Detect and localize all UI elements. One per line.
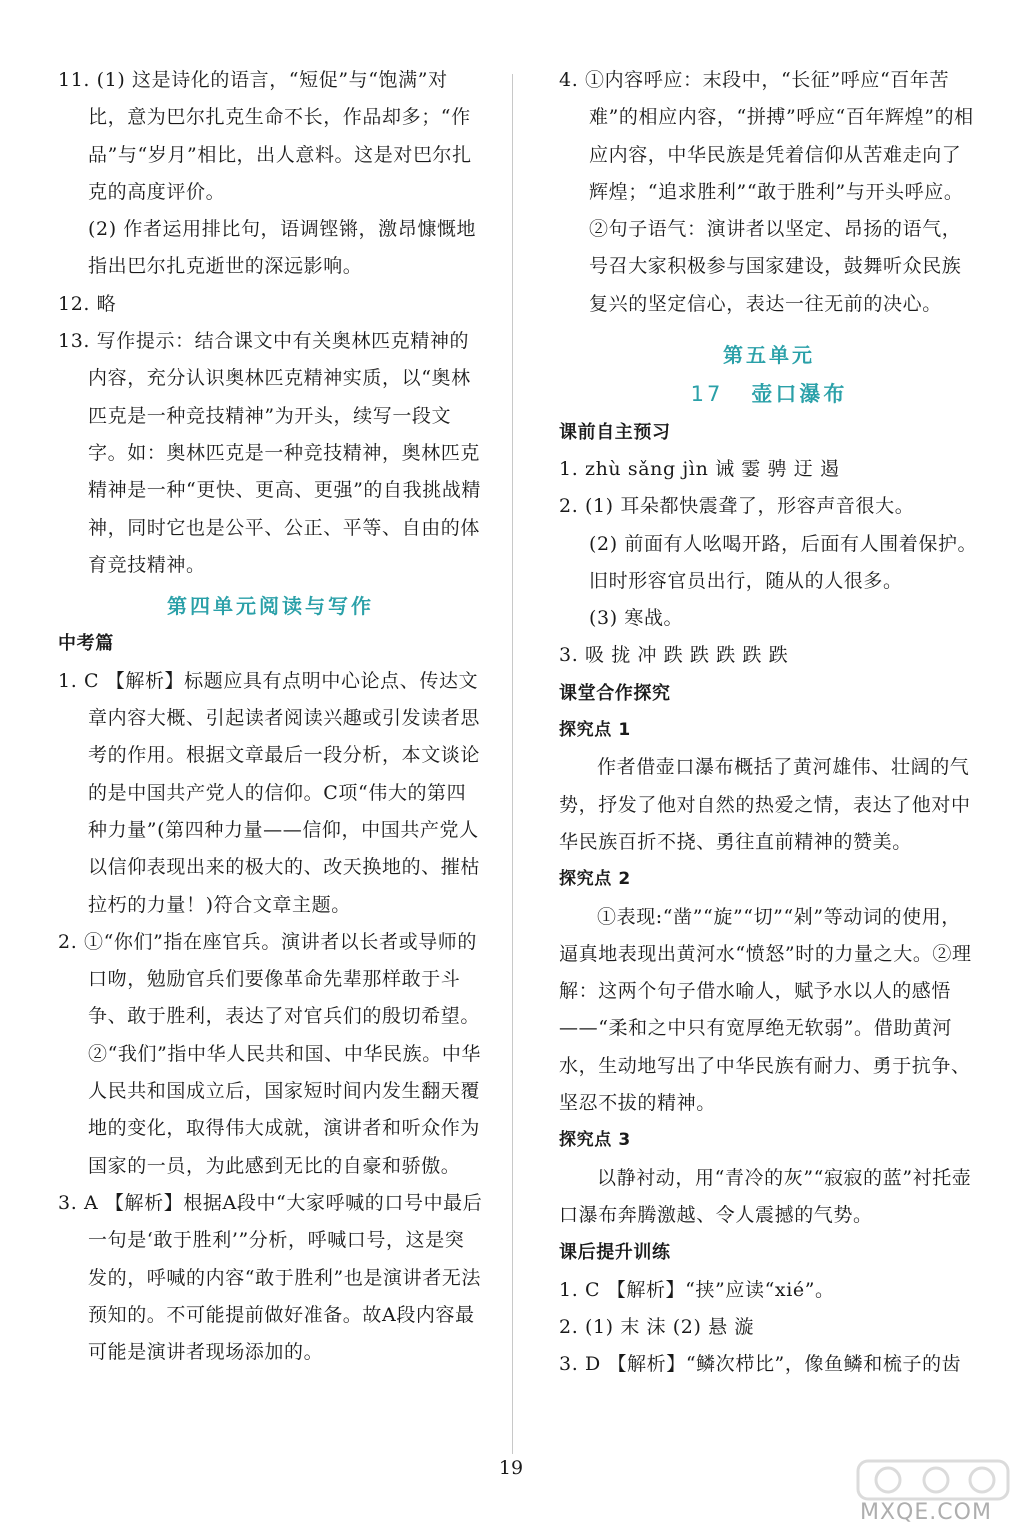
column-divider — [512, 74, 513, 1454]
zhongkao-heading: 中考篇 — [58, 633, 114, 655]
answer-13: 13. 写作提示：结合课文中有关奥林匹克精神的内容，充分认识奥林匹克精神实质，以“奥林匹克是一种竞技精神”为开头，续写一段文字。如：奥林匹克是一种竞技精神，奥林匹克精神是一种“更快、更高、更强”的自我挑战精神，同时它也是公平、公正、平等、自由的体育竞技精神。 — [58, 330, 482, 576]
coop-heading: 课堂合作探究 — [559, 682, 671, 704]
lesson-name: 壶口瀑布 — [751, 382, 848, 407]
unit5-title: 第五单元 — [723, 343, 815, 368]
left-column — [58, 62, 483, 1371]
answer-11-part2: (2) 作者运用排比句，语调铿锵，激昂慷慨地指出巴尔扎克逝世的深远影响。 — [88, 218, 477, 278]
explore-point-3: 以静衬动，用“青冷的灰”“寂寂的蓝”衬托壶口瀑布奔腾激越、令人震撼的气势。 — [559, 1166, 972, 1226]
explore-point-2-heading: 探究点 2 — [559, 869, 631, 890]
after-class-heading: 课后提升训练 — [559, 1242, 671, 1264]
page-number: 19 — [498, 1457, 524, 1479]
preview-answer-2-3: (3) 寒战。 — [589, 607, 684, 630]
answer-12: 12. 略 — [58, 292, 117, 315]
zhongkao-answer-2: 2. ①“你们”指在座官兵。演讲者以长者或导师的口吻，勉励官兵们要像革命先辈那样敢于斗争、敢于胜利，表达了对官兵们的殷切希望。②“我们”指中华人民共和国、中华民族。中华人民共和国成立后，国家短时间内发生翻天覆地的变化，取得伟大成就，演讲者和听众作为国家的一员，为此感到无比的自豪和骄傲。 — [58, 930, 482, 1177]
unit4-title: 第四单元阅读与写作 — [167, 594, 374, 619]
explore-point-1-heading: 探究点 1 — [559, 720, 631, 741]
explore-point-2: ①表现:“凿”“旋”“切”“剁”等动词的使用，逼真地表现出黄河水“愤怒”时的力量之大。②理解：这两个句子借水喻人，赋予水以人的感悟——“柔和之中只有宽厚绝无软弱”。借助黄河水，生动地写出了中华民族有耐力、勇于抗争、坚忍不拔的精神。 — [559, 905, 972, 1115]
preview-heading: 课前自主预习 — [559, 421, 671, 443]
watermark-text: MXQE.COM — [860, 1500, 992, 1525]
lesson-title — [559, 376, 979, 413]
explore-point-1: 作者借壶口瀑布概括了黄河雄伟、壮阔的气势，抒发了他对自然的热爱之情，表达了他对中华民族百折不挠、勇往直前精神的赞美。 — [559, 756, 971, 853]
zhongkao-answer-4: 4. ①内容呼应：末段中，“长征”呼应“百年苦难”的相应内容，“拼搏”呼应“百年辉煌”的相应内容，中华民族是凭着信仰从苦难走向了辉煌；“追求胜利”“敢于胜利”与开头呼应。②句子语气：演讲者以坚定、昂扬的语气，号召大家积极参与国家建设，鼓舞听众民族复兴的坚定信心，表达一往无前的决心。 — [559, 69, 974, 315]
after-answer-3: 3. D 【解析】“鳞次栉比”，像鱼鳞和梳子的齿 — [559, 1353, 962, 1376]
lesson-number: 17 — [690, 382, 724, 407]
preview-answer-2-2: (2) 前面有人吆喝开路，后面有人围着保护。旧时形容官员出行，随从的人很多。 — [589, 532, 978, 592]
preview-answer-1: 1. zhù sǎng jìn 诫 霎 骋 迂 遏 — [559, 457, 840, 480]
after-answer-2: 2. (1) 末 沫 (2) 悬 漩 — [559, 1315, 754, 1338]
right-column — [559, 62, 979, 1383]
zhongkao-answer-1: 1. C 【解析】标题应具有点明中心论点、传达文章内容大概、引起读者阅读兴趣或引发读者思考的作用。根据文章最后一段分析，本文谈论的是中国共产党人的信仰。C项“伟大的第四种力量”(第四种力量——信仰，中国共产党人以信仰表现出来的极大的、改天换地的、摧枯拉朽的力量！)符合文章主题。 — [58, 669, 481, 916]
explore-point-3-heading: 探究点 3 — [559, 1130, 631, 1151]
preview-answer-3: 3. 吸 拢 冲 跌 跌 跌 跌 跌 — [559, 644, 789, 667]
zhongkao-answer-3: 3. A 【解析】根据A段中“大家呼喊的口号中最后一句是‘敢于胜利’”分析，呼喊口号，这是突发的，呼喊的内容“敢于胜利”也是演讲者无法预知的。不可能提前做好准备。故A段内容最可能是演讲者现场添加的。 — [58, 1191, 483, 1364]
preview-answer-2-1: 2. (1) 耳朵都快震聋了，形容声音很大。 — [559, 495, 915, 518]
answer-11-part1: 11. (1) 这是诗化的语言，“短促”与“饱满”对比，意为巴尔扎克生命不长，作品却多；“作品”与“岁月”相比，出人意料。这是对巴尔扎克的高度评价。 — [58, 69, 472, 203]
after-answer-1: 1. C 【解析】“挟”应读“xié”。 — [559, 1278, 835, 1301]
